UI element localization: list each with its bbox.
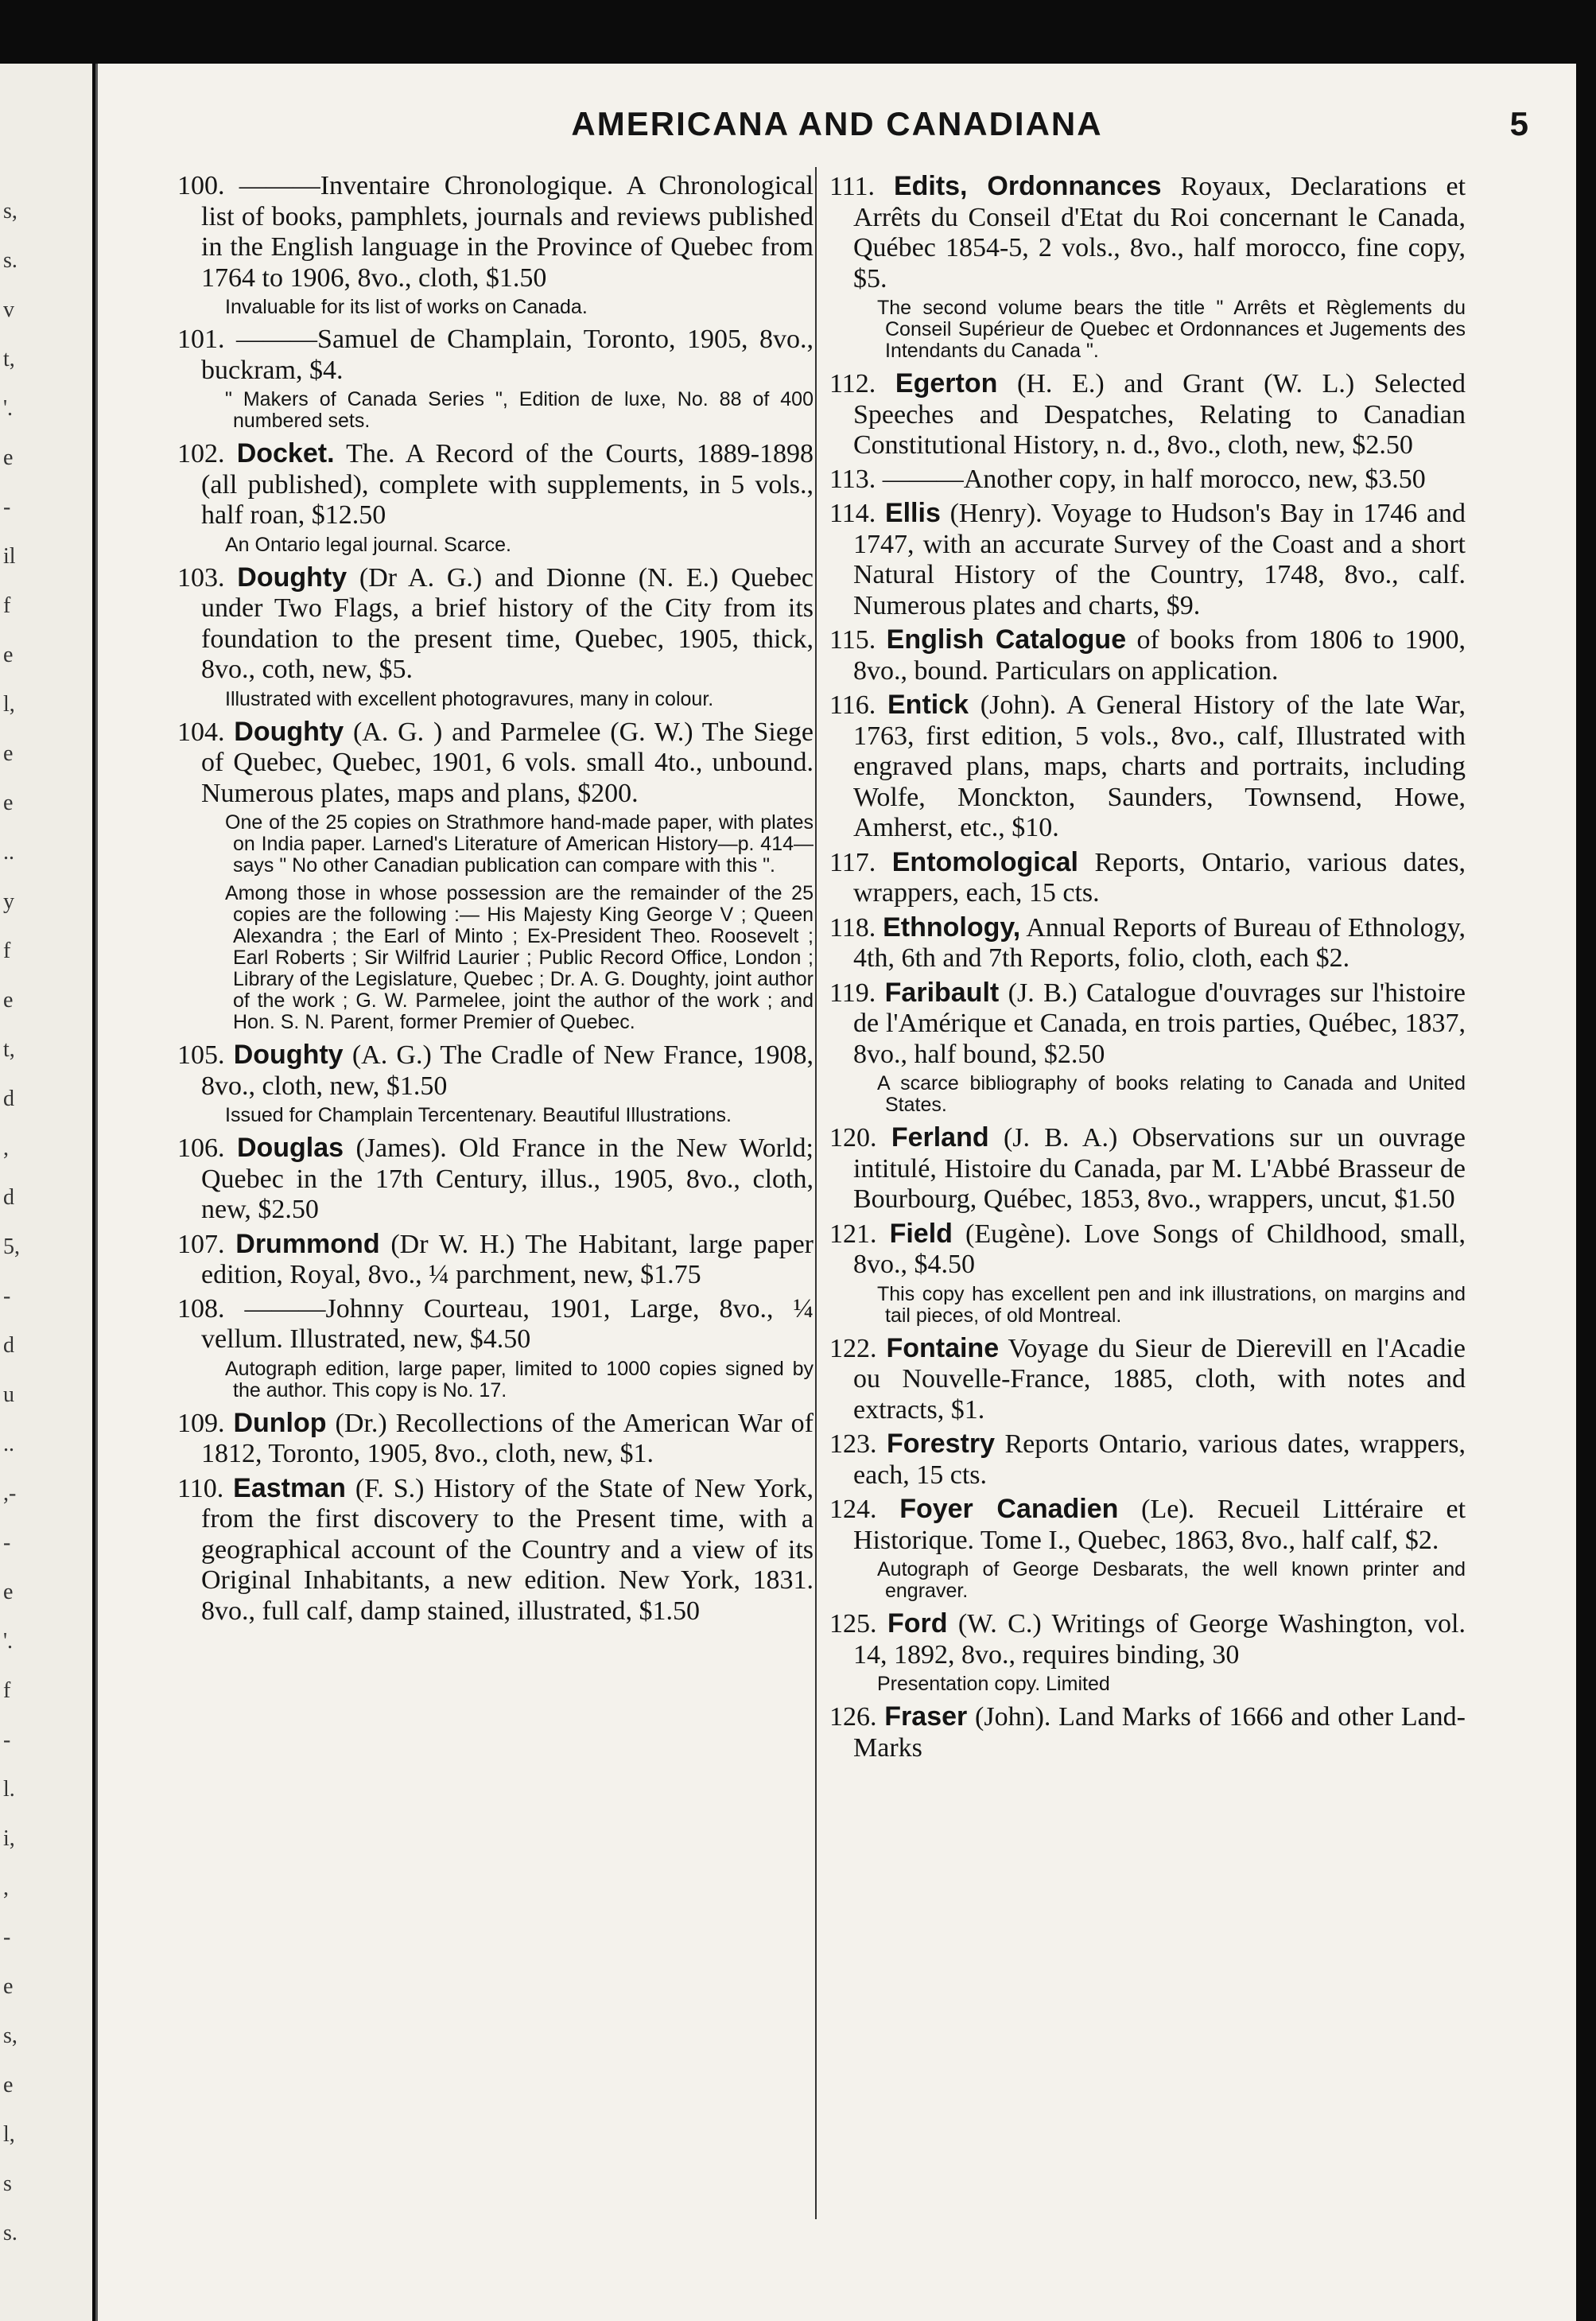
- catalogue-page: [95, 64, 1576, 2321]
- entry-number: 112.: [829, 369, 876, 398]
- margin-fragment: l.: [3, 1777, 15, 1802]
- left-column: [177, 171, 814, 1630]
- catalogue-entry: [829, 498, 1466, 621]
- catalogue-entry: [829, 1494, 1466, 1556]
- entry-description: (A. G. ) and Parmelee (G. W.) The Siege of Quebec, Quebec, 1901, 6 vols. small 4to., unbound. Numerous plates, maps and plans, $200.: [201, 717, 814, 808]
- entry-note: " Makers of Canada Series ", Edition de luxe, No. 88 of 400 numbered sets.: [225, 388, 814, 432]
- entry-description: (Dr W. H.) The Habitant, large paper edition, Royal, 8vo., ¼ parchment, new, $1.75: [201, 1229, 814, 1289]
- entry-description: (Dr.) Recollections of the American War of 1812, Toronto, 1905, 8vo., cloth, new, $1.: [201, 1408, 814, 1468]
- margin-fragment: v: [3, 297, 14, 322]
- entry-note: This copy has excellent pen and ink illustrations, on margins and tail pieces, of old Montreal.: [877, 1282, 1466, 1327]
- entry-number: 117.: [829, 847, 876, 877]
- entry-author: Fontaine: [886, 1332, 1000, 1363]
- margin-fragment: -: [3, 1284, 11, 1308]
- entry-description: ———Another copy, in half morocco, new, $3.50: [882, 464, 1426, 494]
- catalogue-entry: [177, 1229, 814, 1291]
- entry-author: Ford: [887, 1608, 948, 1639]
- entry-description: Reports Ontario, various dates, wrappers, each, 15 cts.: [853, 1429, 1466, 1490]
- margin-fragment: t,: [3, 1037, 15, 1062]
- margin-fragment: l,: [3, 2122, 15, 2147]
- margin-fragment: il: [3, 544, 16, 569]
- entry-note: One of the 25 copies on Strathmore hand-made paper, with plates on India paper. Larned's Literature of American History—p. 414—says " No other Canadian publication can compare with this ".: [225, 811, 814, 877]
- catalogue-entry: [177, 1040, 814, 1102]
- entry-description: (Henry). Voyage to Hudson's Bay in 1746 and 1747, with an accurate Survey of the Coast and a short Natural History of the Country, 1748, 8vo., calf. Numerous plates and charts, $9.: [853, 499, 1466, 620]
- catalogue-entry: [177, 438, 814, 531]
- catalogue-entry: [177, 1133, 814, 1226]
- entry-description: ———Samuel de Champlain, Toronto, 1905, 8vo., buckram, $4.: [201, 325, 814, 385]
- entry-author: Ferland: [891, 1122, 989, 1153]
- entry-description: (J. B.) Catalogue d'ouvrages sur l'histoire de l'Amérique et Canada, en trois parties, Québec, 1837, 8vo., half bound, $2.50: [853, 978, 1466, 1069]
- margin-fragment: s.: [3, 248, 17, 273]
- catalogue-entry: [829, 690, 1466, 844]
- entry-note: Among those in whose possession are the remainder of the 25 copies are the following :— His Majesty King George V ; Queen Alexandra ; the Earl of Minto ; Ex-President Theo. Roosevelt ; Earl Roberts ; Sir Wilfrid Laurier ; Public Record Office, London ; Library of the Legislature, Quebec ; Dr. A. G. Doughty, joint author of the work ; G. W. Parmelee, joint the author of the work ; and Hon. S. N. Parent, former Premier of Quebec.: [225, 882, 814, 1033]
- catalogue-entry: [829, 1701, 1466, 1763]
- margin-fragment: e: [3, 791, 14, 815]
- catalogue-entry: [177, 1294, 814, 1355]
- entry-note: Autograph of George Desbarats, the well known printer and engraver.: [877, 1558, 1466, 1602]
- margin-fragment: -: [3, 1530, 11, 1555]
- catalogue-entry: [829, 1429, 1466, 1491]
- entry-note: Issued for Champlain Tercentenary. Beautiful Illustrations.: [225, 1104, 732, 1126]
- entry-description: (A. G.) The Cradle of New France, 1908, 8vo., cloth, new, $1.50: [201, 1040, 814, 1101]
- entry-author: Douglas: [236, 1133, 344, 1163]
- catalogue-entry: [829, 1608, 1466, 1670]
- entry-author: Doughty: [233, 1040, 344, 1070]
- catalogue-entry: [829, 1122, 1466, 1215]
- entry-description: (H. E.) and Grant (W. L.) Selected Speeches and Despatches, Relating to Canadian Constitutional History, n. d., 8vo., cloth, new, $2.50: [853, 369, 1466, 460]
- margin-fragment: d: [3, 1185, 14, 1210]
- entry-number: 107.: [177, 1229, 225, 1259]
- entry-author: Doughty: [237, 562, 348, 593]
- margin-fragment: d: [3, 1087, 14, 1111]
- entry-author: Dunlop: [233, 1407, 327, 1438]
- entry-author: Faribault: [884, 977, 1000, 1008]
- entry-author: Fraser: [884, 1701, 968, 1732]
- entry-note: An Ontario legal journal. Scarce.: [225, 533, 511, 556]
- right-column: [829, 171, 1466, 1767]
- entry-description: of books from 1806 to 1900, 8vo., bound. Particulars on application.: [853, 625, 1466, 686]
- entry-number: 108.: [177, 1293, 225, 1324]
- entry-description: (Eugène). Love Songs of Childhood, small, 8vo., $4.50: [853, 1219, 1466, 1279]
- entry-description: (J. B. A.) Observations sur un ouvrage intitulé, Histoire du Canada, par M. L'Abbé Brasseur de Bourbourg, Québec, 1853, 8vo., wrappers, uncut, $1.50: [853, 1123, 1466, 1214]
- entry-number: 109.: [177, 1408, 225, 1438]
- margin-fragment: e: [3, 1974, 14, 1999]
- catalogue-entry: [829, 368, 1466, 461]
- entry-description: (John). Land Marks of 1666 and other Land-Marks: [853, 1702, 1466, 1763]
- page-number: 5: [1509, 105, 1528, 142]
- catalogue-entry: [829, 912, 1466, 974]
- entry-number: 113.: [829, 464, 876, 494]
- entry-number: 110.: [177, 1473, 224, 1503]
- margin-fragment: y: [3, 889, 14, 914]
- margin-fragment: i,: [3, 1826, 15, 1851]
- entry-author: Egerton: [895, 368, 998, 398]
- catalogue-entry: [829, 1333, 1466, 1426]
- entry-description: Reports, Ontario, various dates, wrappers, each, 15 cts.: [853, 847, 1466, 908]
- catalogue-entry: [829, 1219, 1466, 1281]
- entry-number: 103.: [177, 562, 225, 593]
- margin-fragment: e: [3, 988, 14, 1013]
- margin-fragment: ,: [3, 1136, 9, 1160]
- entry-number: 118.: [829, 912, 876, 943]
- margin-fragment: '.: [3, 1629, 14, 1654]
- catalogue-entry: [177, 1408, 814, 1470]
- entry-description: Royaux, Declarations et Arrêts du Conseil d'Etat du Roi concernant le Canada, Québec 1854-5, 2 vols., 8vo., half morocco, fine copy, $5.: [853, 172, 1466, 294]
- margin-fragment: s: [3, 2171, 12, 2196]
- margin-fragment: -: [3, 1728, 11, 1752]
- entry-note: Invaluable for its list of works on Canada.: [225, 296, 588, 318]
- entry-note: Illustrated with excellent photogravures, many in colour.: [225, 687, 714, 710]
- entry-number: 106.: [177, 1133, 225, 1163]
- entry-author: Doughty: [234, 716, 344, 747]
- margin-fragment: e: [3, 741, 14, 766]
- catalogue-entry: [177, 717, 814, 810]
- entry-note: The second volume bears the title " Arrêts et Règlements du Conseil Supérieur de Quebec et Ordonnances et Jugements des Intendants du Canada ".: [877, 297, 1466, 362]
- previous-page-fragments: [0, 64, 92, 2321]
- margin-fragment: f: [3, 1678, 11, 1703]
- entry-number: 105.: [177, 1040, 225, 1070]
- entry-note: Presentation copy. Limited: [877, 1673, 1110, 1695]
- entry-number: 115.: [829, 625, 876, 655]
- margin-fragment: ..: [3, 1432, 14, 1456]
- entry-description: ———Johnny Courteau, 1901, Large, 8vo., ¼ vellum. Illustrated, new, $4.50: [201, 1293, 814, 1354]
- previous-page-edge: [0, 64, 92, 2321]
- margin-fragment: s,: [3, 199, 17, 224]
- margin-fragment: e: [3, 643, 14, 667]
- margin-fragment: 5,: [3, 1234, 20, 1259]
- entry-number: 119.: [829, 978, 876, 1008]
- entry-number: 114.: [829, 499, 876, 528]
- entry-number: 116.: [829, 690, 876, 720]
- entry-description: (James). Old France in the New World; Quebec in the 17th Century, illus., 1905, 8vo., cloth, new, $2.50: [201, 1133, 814, 1224]
- entry-number: 100.: [177, 171, 225, 200]
- margin-fragment: e: [3, 2073, 14, 2097]
- entry-number: 111.: [829, 172, 875, 201]
- catalogue-entry: [177, 171, 814, 294]
- margin-fragment: s.: [3, 2221, 17, 2245]
- entry-description: Voyage du Sieur de Dierevill en l'Acadie ou Nouvelle-France, 1885, cloth, with notes and extracts, $1.: [853, 1333, 1466, 1425]
- entry-author: Foyer Canadien: [899, 1494, 1119, 1524]
- margin-fragment: s,: [3, 2024, 17, 2048]
- entry-description: ———Inventaire Chronologique. A Chronological list of books, pamphlets, journals and reviews published in the English language in the Province of Quebec from 1764 to 1906, 8vo., cloth, $1.50: [201, 171, 814, 293]
- catalogue-entry: [829, 847, 1466, 909]
- entry-description: (Dr A. G.) and Dionne (N. E.) Quebec under Two Flags, a brief history of the City from its foundation to the present time, Quebec, 1905, thick, 8vo., coth, new, $5.: [201, 562, 814, 684]
- entry-author: Ethnology,: [883, 912, 1021, 943]
- catalogue-entry: [829, 465, 1466, 496]
- entry-author: Drummond: [235, 1228, 380, 1259]
- entry-description: (W. C.) Writings of George Washington, vol. 14, 1892, 8vo., requires binding, 30: [853, 1609, 1466, 1670]
- margin-fragment: '.: [3, 396, 14, 421]
- entry-description: Annual Reports of Bureau of Ethnology, 4th, 6th and 7th Reports, folio, cloth, each $2.: [853, 912, 1466, 973]
- entry-author: Field: [889, 1218, 953, 1249]
- entry-author: Docket.: [236, 438, 335, 468]
- entry-description: The. A Record of the Courts, 1889-1898 (all published), complete with supplements, in 5 vols., half roan, $12.50: [201, 439, 814, 530]
- entry-number: 126.: [829, 1702, 877, 1732]
- catalogue-entry: [177, 562, 814, 686]
- entry-number: 122.: [829, 1333, 877, 1363]
- page-header-title: AMERICANA AND CANADIANA: [571, 105, 1103, 142]
- margin-fragment: -: [3, 495, 11, 519]
- catalogue-entry: [177, 1473, 814, 1627]
- margin-fragment: t,: [3, 347, 15, 371]
- entry-number: 120.: [829, 1123, 877, 1153]
- entry-description: (F. S.) History of the State of New York, from the first discovery to the Present time, with a geographical account of the Country and a view of its Original Inhabitants, a new edition. New York, 1831. 8vo., full calf, damp stained, illustrated, $1.50: [201, 1473, 814, 1626]
- margin-fragment: ..: [3, 840, 14, 865]
- entry-author: Entick: [887, 690, 969, 720]
- entry-author: Entomological: [891, 846, 1078, 877]
- catalogue-entry: [829, 624, 1466, 686]
- entry-author: Ellis: [884, 498, 941, 528]
- entry-number: 121.: [829, 1219, 877, 1249]
- margin-fragment: e: [3, 1580, 14, 1604]
- column-divider: [815, 167, 817, 2219]
- catalogue-entry: [829, 978, 1466, 1071]
- margin-fragment: ,: [3, 1876, 9, 1900]
- entry-number: 125.: [829, 1609, 877, 1639]
- entry-number: 102.: [177, 439, 225, 468]
- entry-number: 104.: [177, 717, 225, 747]
- entry-number: 101.: [177, 325, 225, 354]
- margin-fragment: d: [3, 1333, 14, 1358]
- margin-fragment: f: [3, 939, 11, 963]
- catalogue-entry: [829, 171, 1466, 294]
- margin-fragment: l,: [3, 692, 15, 717]
- entry-author: Forestry: [886, 1429, 996, 1459]
- margin-fragment: -: [3, 1925, 11, 1950]
- margin-fragment: e: [3, 445, 14, 470]
- margin-fragment: u: [3, 1382, 14, 1407]
- entry-description: (John). A General History of the late War, 1763, first edition, 5 vols., 8vo., calf, Illustrated with engraved plans, maps, charts and portraits, including Wolfe, Monckton, Saunders, Townsend, Howe, Amherst, etc., $10.: [853, 690, 1466, 842]
- entry-author: Edits, Ordonnances: [893, 171, 1162, 201]
- entry-number: 124.: [829, 1495, 877, 1524]
- margin-fragment: ,-: [3, 1481, 17, 1506]
- entry-author: Eastman: [233, 1472, 346, 1503]
- entry-note: Autograph edition, large paper, limited to 1000 copies signed by the author. This copy is No. 17.: [225, 1357, 814, 1402]
- entry-number: 123.: [829, 1429, 877, 1459]
- catalogue-entry: [177, 325, 814, 386]
- margin-fragment: f: [3, 593, 11, 618]
- entry-description: (Le). Recueil Littéraire et Historique. Tome I., Quebec, 1863, 8vo., half calf, $2.: [853, 1495, 1466, 1555]
- entry-author: English Catalogue: [886, 624, 1127, 655]
- entry-note: A scarce bibliography of books relating to Canada and United States.: [877, 1072, 1466, 1116]
